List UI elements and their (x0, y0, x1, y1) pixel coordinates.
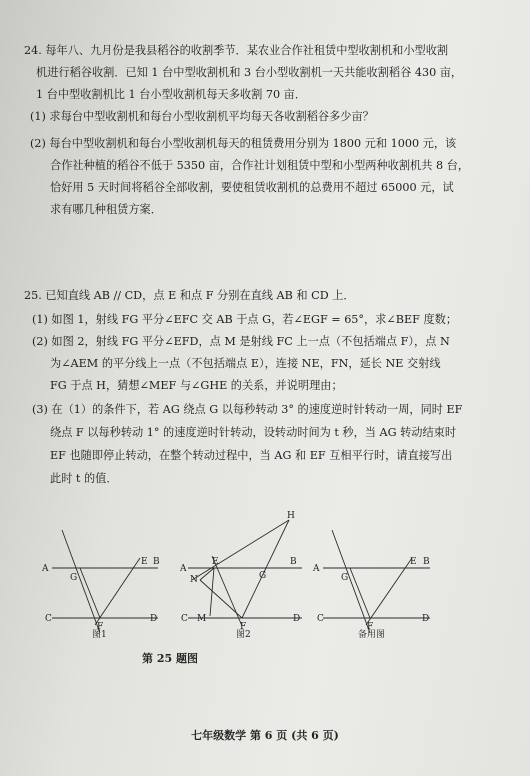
fig3-label-D: D (422, 614, 430, 624)
fig2-label-D: D (293, 614, 301, 624)
fig3-label-G: G (341, 573, 349, 583)
q24-line-1: 24. 每年八、九月份是我县稻谷的收割季节．某农业合作社租赁中型收割机和小型收割 (24, 44, 449, 57)
fig2-label-E: E (212, 557, 219, 567)
fig2-label-M: M (197, 614, 207, 624)
q25-part-2c: FG 于点 H，猜想∠MEF 与∠GHE 的关系，并说明理由； (50, 379, 343, 392)
q24-part-2a: (2) 每台中型收割机和每台小型收割机每天的租赁费用分别为 1800 元和 1000 元，该 (30, 137, 457, 150)
figures-svg (40, 508, 500, 633)
fig3-label-C: C (317, 614, 324, 624)
q24-part-2d: 求有哪几种租赁方案． (50, 203, 162, 216)
fig2-label-G: G (259, 571, 267, 581)
fig1-label-C: C (45, 614, 52, 624)
fig1-label-D: D (150, 614, 158, 624)
q24-part-2b: 合作社种植的稻谷不低于 5350 亩，合作社计划租赁中型和小型两种收割机共 8 台， (50, 159, 470, 172)
fig1-label-G: G (70, 573, 78, 583)
q24-part-1: (1) 求每台中型收割机和每台小型收割机平均每天各收割稻谷多少亩？ (30, 110, 374, 123)
q24-line-2: 机进行稻谷收割．已知 1 台中型收割机和 3 台小型收割机一天共能收割稻谷 430 亩， (36, 66, 463, 79)
page-footer: 七年级数学 第 6 页 (共 6 页) (191, 729, 339, 742)
q25-part-3a: (3) 在（1）的条件下，若 AG 绕点 G 以每秒转动 3° 的速度逆时针转动一周，同时 EF (32, 403, 463, 416)
fig2-label-F: F (240, 622, 247, 632)
q25-part-1: (1) 如图 1，射线 FG 平分∠EFC 交 AB 于点 G，若∠EGF = 65°，求∠BEF 度数； (32, 313, 458, 326)
fig3-label-F: F (367, 622, 374, 632)
figure-1-drawing (52, 530, 158, 633)
fig2-label-H: H (287, 511, 295, 521)
fig2-label-A: A (180, 564, 187, 574)
figure-3-drawing (323, 530, 430, 633)
fig1-label-A: A (42, 564, 49, 574)
fig3-label-B: B (423, 557, 430, 567)
fig3-label-E: E (410, 557, 417, 567)
figure-3-caption: 备用图 (358, 630, 386, 640)
q25-line-1: 25. 已知直线 AB // CD，点 E 和点 F 分别在直线 AB 和 CD 上． (24, 289, 355, 302)
q25-part-3b: 绕点 F 以每秒转动 1° 的速度逆时针转动，设转动时间为 t 秒，当 AG 转动结束时 (50, 426, 457, 439)
q25-part-2b: 为∠AEM 的平分线上一点（不包括端点 E），连接 NE，FN，延长 NE 交射线 (50, 357, 441, 370)
fig1-label-B: B (153, 557, 160, 567)
q25-part-3d: 此时 t 的值． (50, 472, 118, 485)
figure-1-caption: 图1 (92, 630, 107, 640)
figure-2-drawing (188, 520, 302, 626)
fig3-label-A: A (313, 564, 320, 574)
fig1-label-E: E (141, 557, 148, 567)
q25-part-2a: (2) 如图 2，射线 FG 平分∠EFD，点 M 是射线 FC 上一点（不包括端点 F），点 N (32, 335, 450, 348)
q24-line-3: 1 台中型收割机比 1 台小型收割机每天多收割 70 亩． (36, 88, 307, 101)
fig2-label-N: N (190, 575, 198, 585)
fig2-label-B: B (290, 557, 297, 567)
fig1-label-F: F (97, 622, 104, 632)
q25-part-3c: EF 也随即停止转动，在整个转动过程中，当 AG 和 EF 互相平行时，请直接写出 (50, 449, 453, 462)
q24-part-2c: 恰好用 5 天时间将稻谷全部收割，要使租赁收割机的总费用不超过 65000 元，试 (50, 181, 454, 194)
fig2-label-C: C (181, 614, 188, 624)
figures-area (40, 508, 500, 648)
figure-2-caption: 图2 (236, 630, 251, 640)
figure-group-caption: 第 25 题图 (142, 652, 198, 665)
